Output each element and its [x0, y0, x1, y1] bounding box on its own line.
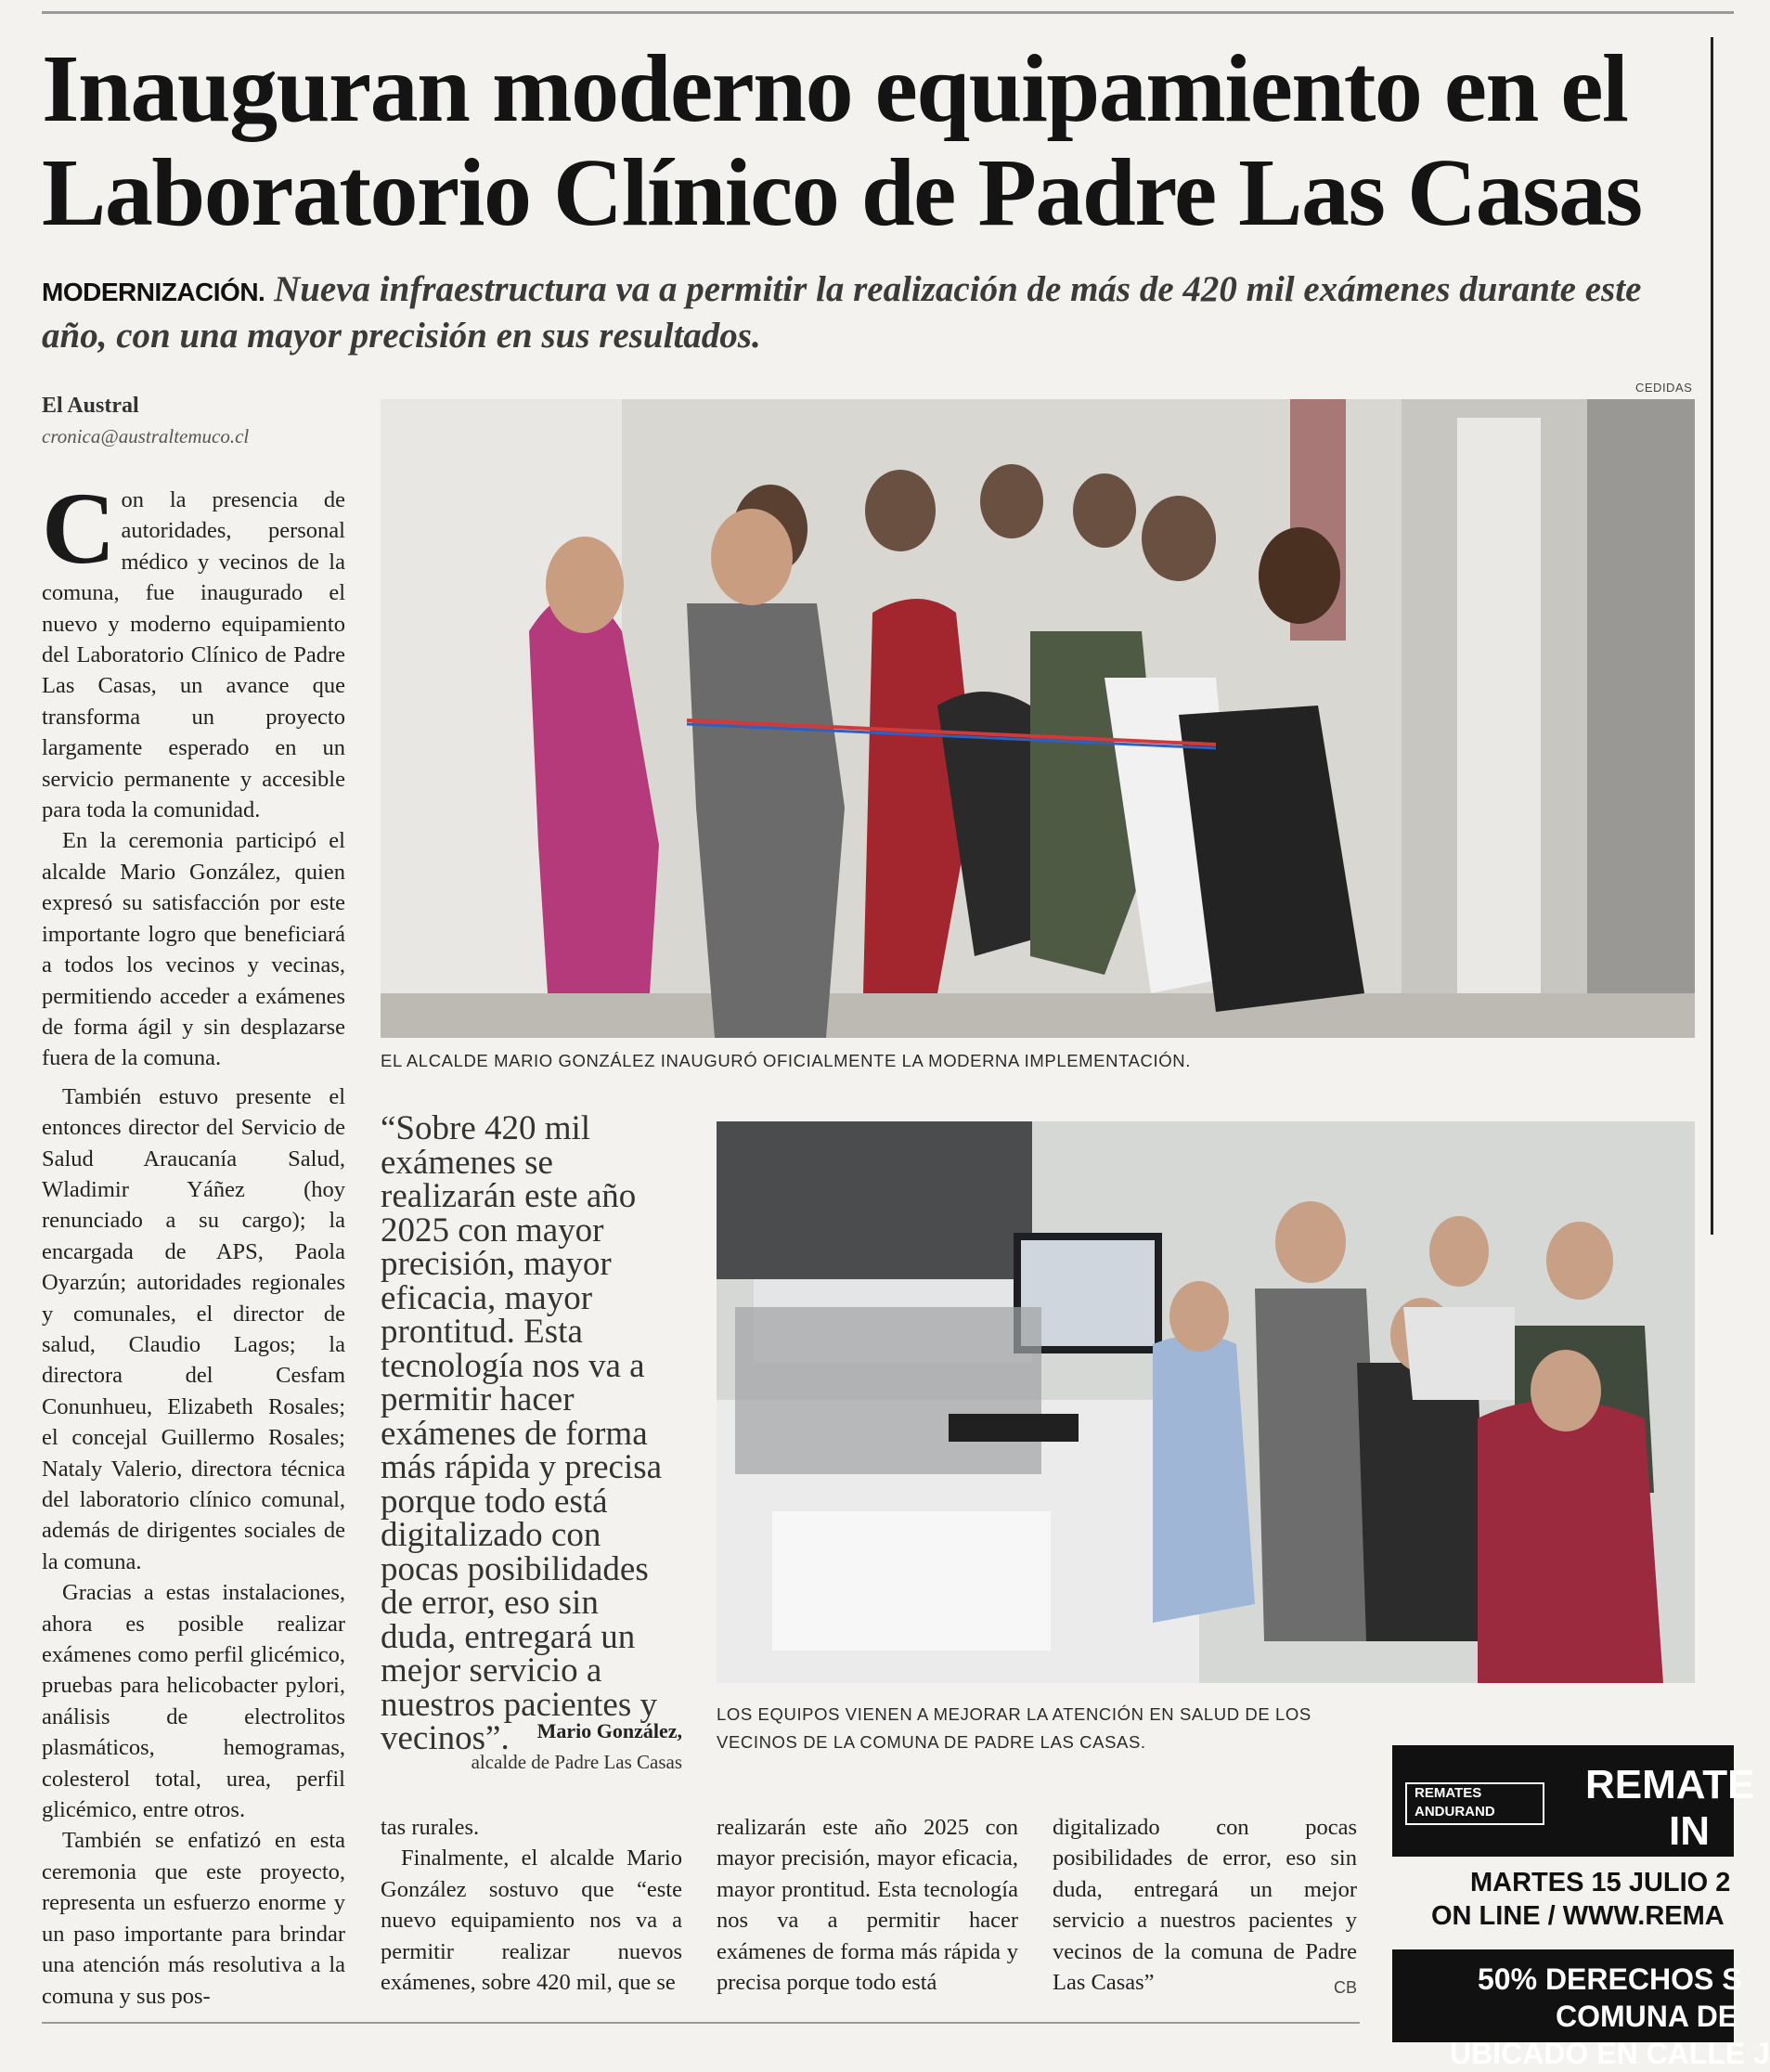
paragraph: tas rurales.: [381, 1815, 480, 1840]
ad-offer: 50% DERECHOS S COMUNA DE UBICADO EN CALLE J: [1450, 1962, 1770, 2070]
body-column-4: [1053, 1812, 1357, 2003]
deck-label: MODERNIZACIÓN.: [42, 278, 265, 306]
byline-email: cronica@australtemuco.cl: [42, 425, 250, 447]
laboratory-equipment-image: [717, 1121, 1695, 1683]
column-divider: [1711, 37, 1713, 1235]
paragraph: En la ceremonia participó el alcalde Mario González, quien expresó su satisfacción por este importante logro que beneficiará a todos los vecinos y vecinas, permitiendo acceder a exámenes de forma ágil y sin desplazarse fuera de la comuna.: [42, 828, 345, 1071]
photo-credit: CEDIDAS: [1635, 381, 1693, 395]
body-column-2: [381, 1812, 682, 1998]
paragraph: Finalmente, el alcalde Mario González sostuvo que “este nuevo equipamiento nos va a permitir realizar nuevos exámenes, sobre 420 mil, que se: [381, 1845, 682, 1996]
body-column-1: [42, 472, 345, 2012]
paragraph: Gracias a estas instalaciones, ahora es posible realizar exámenes como perfil glicémico, pruebas para helicobacter pylori, análisis de electrolitos plasmáticos, hemogramas, colesterol total, urea, perfil glicémico, entre otros.: [42, 1580, 345, 1823]
byline: El Austral: [42, 394, 139, 418]
deck: [42, 267, 1675, 357]
ceremony-photo: [381, 399, 1695, 1038]
quote-role: alcalde de Padre Las Casas: [471, 1751, 682, 1773]
pull-quote: “Sobre 420 mil exámenes se realizarán este año 2025 con mayor precisión, mayor eficacia, mayor prontitud. Esta tecnología nos va a permitir hacer exámenes de forma más rápida y precisa porque todo está digitalizado con pocas posibilidades de error, eso sin duda, entregará un mejor servicio a nuestros pacientes y vecinos”.: [381, 1109, 663, 1757]
quote-author: Mario González,: [536, 1719, 682, 1742]
paragraph: También se enfatizó en esta ceremonia que este proyecto, representa un esfuerzo enorme y un paso importante para brindar una atención más resolutiva a la comuna y sus pos-: [42, 1828, 345, 2009]
auction-advertisement[interactable]: [1392, 1745, 1770, 2070]
paragraph: También estuvo presente el entonces director del Servicio de Salud Araucanía Salud, Wladimir Yáñez (hoy renunciado a su cargo); la encargada de APS, Paola Oyarzún; autoridades regionales y comunales, el director de salud, Claudio Lagos; la directora del Cesfam Conunhueu, Elizabeth Rosales; el concejal Guillermo Rosales; Nataly Valerio, directora técnica del laboratorio clínico comunal, además de dirigentes sociales de la comuna.: [42, 1083, 345, 1574]
paragraph: realizarán este año 2025 con mayor precisión, mayor eficacia, mayor prontitud. Esta tecnología nos va a permitir hacer exámenes de forma más rápida y precisa porque todo está: [717, 1815, 1018, 1996]
paragraph: digitalizado con pocas posibilidades de error, eso sin duda, entregará un mejor servicio a nuestros pacientes y vecinos de la comuna de Padre Las Casas” CB: [1053, 1812, 1357, 1998]
headline: Inauguran moderno equipamiento en el Laboratorio Clínico de Padre Las Casas: [42, 35, 1642, 246]
photo-caption: LOS EQUIPOS VIENEN A MEJORAR LA ATENCIÓN EN SALUD DE LOS VECINOS DE LA COMUNA DE PADRE LAS CASAS.: [717, 1704, 1311, 1752]
top-rule: [42, 11, 1734, 14]
drop-cap: C: [42, 472, 116, 585]
photo-caption: EL ALCALDE MARIO GONZÁLEZ INAUGURÓ OFICIALMENTE LA MODERNA IMPLEMENTACIÓN.: [381, 1051, 1191, 1070]
ribbon-cutting-image: [381, 399, 1695, 1038]
ad-date: MARTES 15 JULIO 2 ON LINE / WWW.REMA: [1431, 1868, 1731, 1931]
paragraph: Con la presencia de autoridades, personal médico y vecinos de la comuna, fue inaugurado el nuevo y moderno equipamiento del Laboratorio Clínico de Padre Las Casas, un avance que transforma un proyecto largamente esperado en un servicio permanente y accesible para toda la comunidad.: [42, 472, 345, 823]
deck-text: Nueva infraestructura va a permitir la realización de más de 420 mil exámenes durante este año, con una mayor precisión en sus resultados.: [42, 269, 1642, 356]
ad-title: REMATE IN: [1585, 1762, 1755, 1854]
lab-photo: [717, 1121, 1695, 1683]
remates-andurand-logo: REMATES ANDURAND: [1405, 1782, 1544, 1825]
end-mark: CB: [1333, 1978, 1357, 1998]
bottom-rule: [42, 2022, 1360, 2024]
body-column-3: [717, 1812, 1018, 1998]
